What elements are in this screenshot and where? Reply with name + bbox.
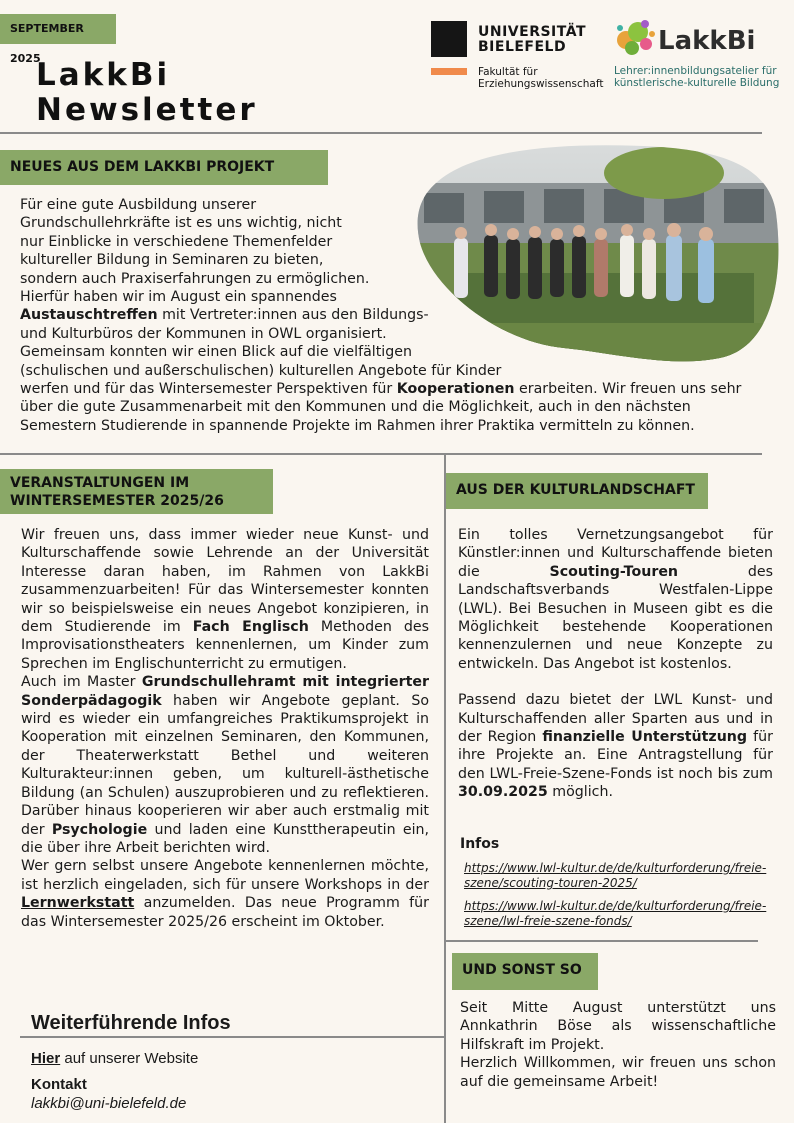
section2-paragraph-2 [21, 673, 429, 857]
s2-text: haben wir Angebote geplant. So wird es wieder ein umfangreiches Praktikumsprojekt in Kooperation mit einzelnen Seminaren, den Kommunen, der Theaterwerkstatt Bethel und weiteren Kulturakteur:innen geben, um kulturell-ästhetische Bildung (an Schulen) auszuprobieren und zu reflektieren. Darüber hinaus kooperieren wir aber auch erstmalig mit der [21, 692, 429, 838]
section3-divider [446, 940, 758, 942]
section1-text [20, 196, 780, 435]
kontakt-label: Kontakt [31, 1076, 87, 1093]
s3-text: Passend dazu bietet der LWL Kunst- und Kulturschaffenden aller Sparten aus und in der Region [458, 692, 773, 746]
bold-scouting-touren: Scouting-Touren [549, 563, 679, 580]
lakkbi-subtitle [614, 65, 779, 89]
website-line [31, 1049, 198, 1069]
lakkbi-splash-icon [612, 14, 660, 62]
date-badge: SEPTEMBER 2025 [0, 14, 116, 44]
faculty-line-2: Erziehungswissenschaft [478, 78, 604, 90]
lernwerkstatt-link[interactable]: Lernwerkstatt [21, 895, 135, 912]
uni-name [478, 25, 586, 55]
link2-line-1: https://www.lwl-kultur.de/de/kulturforderung/freie- [464, 899, 767, 913]
uni-bielefeld-logo [431, 21, 604, 93]
section3-paragraph-1 [458, 526, 773, 673]
title-line-2: Newsletter [36, 92, 258, 128]
s1-line: sondern auch Praxiserfahrungen zu ermöglichen. [20, 270, 370, 287]
s2-text: und laden eine Kunsttherapeutin ein, die über ihre Arbeit berichten wird. [21, 821, 430, 856]
section4-paragraph-1: Seit Mitte August unterstützt uns Annkathrin Böse als wissenschaftliche Hilfskraft im Projekt. [460, 1000, 776, 1053]
s1-line: kultureller Bildung in Seminaren zu bieten, [20, 252, 324, 269]
title-line-1: LakkBi [36, 57, 171, 93]
faculty-name [478, 66, 603, 90]
infos-divider [20, 1036, 444, 1038]
s3-text: des Landschaftsverbands Westfalen-Lippe (LWL). Bei Besuchen in Museen gibt es die Möglichkeit bestehende Kooperationen kennenzulernen und neue Konzepte zu entwickeln. Das Angebot ist kostenlos. [458, 563, 773, 672]
section2-paragraph-1 [21, 526, 429, 673]
s3-text: Ein tolles Vernetzungsangebot für Künstler:innen und Kulturschaffende bieten die [458, 527, 773, 580]
header-divider [0, 132, 762, 134]
section4-body [460, 999, 776, 1091]
section-heading-neues: NEUES AUS DEM LAKKBI PROJEKT [0, 150, 328, 185]
weiterfuehrende-infos-heading: Weiterführende Infos [31, 1012, 231, 1034]
freie-szene-fonds-link[interactable] [464, 899, 774, 929]
s1-line: (schulischen und außerschulischen) kulturellen Angebote für Kinder [20, 362, 502, 379]
s1-line: werfen und für das Wintersemester Perspektiven für [20, 381, 397, 398]
s2-text: Auch im Master [21, 674, 142, 691]
lakkbi-subtitle-line-1: Lehrer:innenbildungsatelier für [614, 65, 777, 77]
bold-grundschullehramt: Grundschullehramt mit integrierter Sonderpädagogik [21, 674, 430, 709]
uni-logo-orange-bar-icon [431, 68, 467, 75]
s1-line: Grundschullehrkräfte ist es uns wichtig, nicht [20, 215, 342, 232]
section3-paragraph-2 [458, 691, 773, 801]
website-text: auf unserer Website [60, 1050, 199, 1067]
section2-body [21, 526, 429, 931]
uni-logo-square-icon [431, 21, 467, 57]
s1-line: über die gute Zusammenarbeit mit den Kommunen und die Möglichkeit, auch in den nächsten [20, 399, 691, 416]
bold-finanzielle-unterstuetzung: finanzielle Unterstützung [542, 729, 748, 746]
faculty-line-1: Fakultät für [478, 66, 538, 78]
s1-line: mit Vertreter:innen aus den Bildungs- [157, 307, 429, 324]
s1-line: Hierfür haben wir im August ein spannendes [20, 289, 337, 306]
s1-line: Semestern Studierende in spannende Projekte im Rahmen ihrer Praktika vermitteln zu können. [20, 417, 695, 434]
s2-text: Methoden des Improvisationstheaters kennenlernen, um Kinder zum Sprechen im Englischunterricht zu ermutigen. [21, 619, 430, 672]
s3-text: möglich. [547, 784, 613, 801]
s1-line: Für eine gute Ausbildung unserer [20, 197, 257, 213]
veranstaltungen-heading-line-1: VERANSTALTUNGEN IM [10, 475, 190, 491]
section2-paragraph-3 [21, 857, 429, 931]
link2-line-2: szene/lwl-freie-szene-fonds/ [464, 914, 632, 928]
section4-paragraph-2: Herzlich Willkommen, wir freuen uns schon auf die gemeinsame Arbeit! [460, 1055, 776, 1090]
lakkbi-logo-text: LakkBi [658, 26, 756, 56]
uni-name-line-2: BIELEFELD [478, 39, 567, 55]
bold-deadline: 30.09.2025 [458, 784, 548, 801]
s1-line: Gemeinsam konnten wir einen Blick auf die vielfältigen [20, 344, 412, 361]
link1-line-2: szene/scouting-touren-2025/ [464, 876, 637, 890]
contact-email[interactable]: lakkbi@uni-bielefeld.de [31, 1095, 187, 1112]
section-heading-und-sonst-so: UND SONST SO [452, 953, 598, 990]
section1-body [20, 196, 780, 435]
infos-label: Infos [460, 836, 500, 852]
lakkbi-logo [612, 14, 788, 94]
column-divider [444, 455, 446, 1123]
section3-body [458, 526, 773, 802]
newsletter-title [36, 58, 258, 128]
bold-psychologie: Psychologie [51, 821, 148, 838]
link1-line-1: https://www.lwl-kultur.de/de/kulturforderung/freie- [464, 861, 767, 875]
bold-kooperationen: Kooperationen [396, 381, 515, 398]
s1-line: erarbeiten. Wir freuen uns sehr [514, 381, 742, 398]
uni-name-line-1: UNIVERSITÄT [478, 24, 587, 40]
section-heading-veranstaltungen [0, 469, 273, 514]
veranstaltungen-heading-line-2: WINTERSEMESTER 2025/26 [10, 493, 224, 509]
s3-text: für ihre Projekte an. Eine Antragstellung für den LWL-Freie-Szene-Fonds ist noch bis zum [458, 729, 773, 782]
lakkbi-subtitle-line-2: künstlerische-kulturelle Bildung [614, 77, 780, 89]
section-heading-kulturlandschaft: AUS DER KULTURLANDSCHAFT [446, 473, 708, 509]
hier-link[interactable]: Hier [31, 1050, 61, 1067]
s1-line: und Kulturbüros der Kommunen in OWL organisiert. [20, 325, 387, 342]
bold-austauschtreffen: Austauschtreffen [20, 307, 158, 324]
section1-divider [0, 453, 762, 455]
bold-fach-englisch: Fach Englisch [192, 619, 309, 636]
s1-line: nur Einblicke in verschiedene Themenfelder [20, 233, 333, 250]
scouting-touren-link[interactable] [464, 861, 774, 891]
s2-text: Wer gern selbst unsere Angebote kennenlernen möchte, ist herzlich eingeladen, sich für unsere Workshops in der [21, 858, 429, 893]
s2-text: Wir freuen uns, dass immer wieder neue Kunst- und Kulturschaffende sowie Lehrende an der Universität Interesse daran haben, im Rahmen von LakkBi zusammenzuarbeiten! Für das Wintersemester konnten wir so beispielsweise ein neues Angebot konzipieren, in dem Studierende im [21, 527, 429, 636]
s2-text: anzumelden. Das neue Programm für das Wintersemester 2025/26 erscheint im Oktober. [21, 895, 429, 930]
